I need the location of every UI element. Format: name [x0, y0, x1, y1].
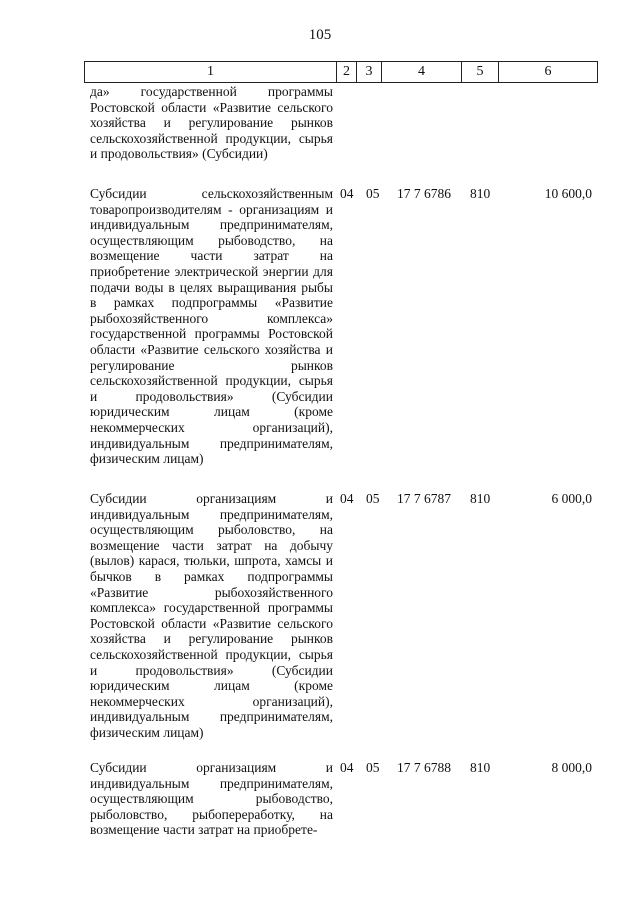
row-target-code: 17 7 6788 — [397, 760, 451, 775]
row-subsection: 05 — [366, 760, 380, 775]
row-expense-type: 810 — [470, 491, 491, 506]
row-amount: 8 000,0 — [551, 760, 592, 775]
row-target-code: 17 7 6786 — [397, 186, 451, 201]
row-description: да» государственной программы Ростовской области «Развитие сельского хозяйства и регулирование рынков сельскохозяйственной продукции, сырья и продовольствия» (Субсидии) — [90, 84, 333, 162]
row-section: 04 — [340, 760, 354, 775]
row-expense-type: 810 — [470, 760, 491, 775]
row-subsection: 05 — [366, 491, 380, 506]
row-subsection: 05 — [366, 186, 380, 201]
header-col-3: 3 — [357, 62, 382, 82]
table-header — [84, 61, 598, 83]
header-col-2: 2 — [337, 62, 357, 82]
row-section: 04 — [340, 491, 354, 506]
header-col-1: 1 — [85, 62, 337, 82]
row-expense-type: 810 — [470, 186, 491, 201]
row-amount: 6 000,0 — [551, 491, 592, 506]
header-col-6: 6 — [544, 64, 552, 79]
row-description: Субсидии организациям и индивидуальным предпринимателям, осуществляющим рыбоводство, рыболовство, рыбопереработку, на возмещение части затрат на приобрете- — [90, 760, 333, 838]
header-col-4: 4 — [382, 62, 462, 82]
row-section: 04 — [340, 186, 354, 201]
row-target-code: 17 7 6787 — [397, 491, 451, 506]
page-number: 105 — [308, 27, 332, 43]
row-amount: 10 600,0 — [544, 186, 592, 201]
header-col-5: 5 — [462, 62, 499, 82]
row-description: Субсидии организациям и индивидуальным предпринимателям, осуществляющим рыболовство, на возмещение части затрат на добычу (вылов) карася, тюльки, шпрота, хамсы и бычков в рамках подпрограммы «Развитие рыбохозяйственного комплекса» государственной программы Ростовской области «Развитие сельского хозяйства и регулирование рынков сельскохозяйственной продукции, сырья и продовольствия» (Субсидии юридическим лицам (кроме некоммерческих организаций), индивидуальным предпринимателям, физическим лицам) — [90, 491, 333, 740]
row-description: Субсидии сельскохозяйственным товаропроизводителям - организациям и индивидуальным предпринимателям, осуществляющим рыбоводство, на возмещение части затрат на приобретение электрической энергии для подачи воды в целях выращивания рыбы в рамках подпрограммы «Развитие рыбохозяйственного комплекса» государственной программы Ростовской области «Развитие сельского хозяйства и регулирование рынков сельскохозяйственной продукции, сырья и продовольствия» (Субсидии юридическим лицам (кроме некоммерческих организаций), индивидуальным предпринимателям, физическим лицам) — [90, 186, 333, 467]
